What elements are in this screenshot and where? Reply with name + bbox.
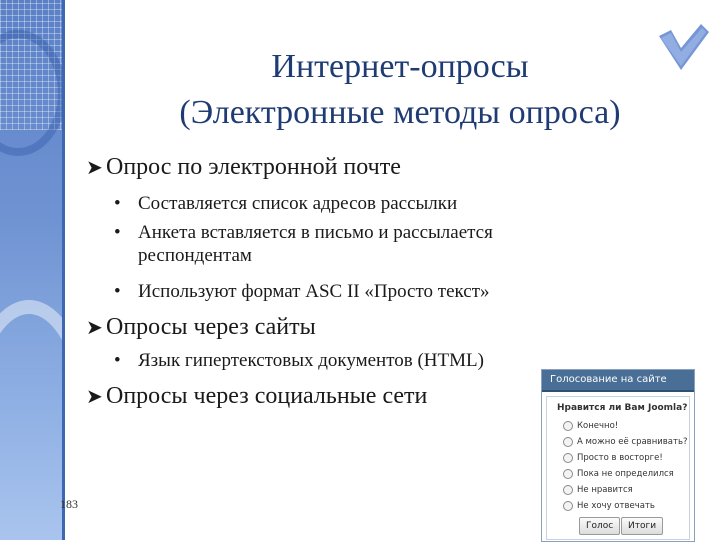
bullet-text: Опросы через сайты	[106, 314, 316, 340]
dot-bullet-icon: •	[114, 222, 121, 243]
poll-option[interactable]	[563, 451, 663, 465]
arrow-bullet-icon: ➤	[86, 317, 103, 339]
poll-option-label: Просто в восторге!	[577, 453, 663, 463]
slide-title	[100, 44, 700, 136]
results-button[interactable]: Итоги	[621, 517, 663, 535]
poll-option[interactable]	[563, 499, 655, 513]
radio-icon[interactable]	[563, 501, 573, 511]
arrow-bullet-icon: ➤	[86, 157, 103, 179]
bullet-website-survey	[86, 312, 316, 343]
dot-bullet-icon: •	[114, 281, 121, 302]
bullet-social-survey	[86, 381, 427, 412]
sub-bullet-address-list	[114, 192, 634, 215]
sub-bullet-questionnaire	[114, 221, 634, 267]
poll-option-label: Конечно!	[577, 421, 619, 431]
band-swirl-top	[0, 30, 62, 156]
arrow-bullet-icon: ➤	[86, 386, 103, 408]
poll-option-label: Не нравится	[577, 485, 633, 495]
sub-bullet-text: Составляется список адресов рассылки	[138, 193, 458, 214]
radio-icon[interactable]	[563, 421, 573, 431]
vote-button[interactable]: Голос	[579, 517, 620, 535]
poll-option-label: Не хочу отвечать	[577, 501, 655, 511]
page-number: 183	[60, 497, 78, 511]
poll-widget	[541, 369, 695, 542]
radio-icon[interactable]	[563, 453, 573, 463]
bullet-email-survey	[86, 152, 401, 183]
poll-option-label: А можно её сравнивать?	[577, 437, 688, 447]
title-line-2: (Электронные методы опроса)	[179, 94, 621, 131]
sub-bullet-ascii-format	[114, 280, 634, 303]
radio-icon[interactable]	[563, 469, 573, 479]
title-line-1: Интернет-опросы	[271, 48, 529, 85]
radio-icon[interactable]	[563, 485, 573, 495]
bullet-text: Опросы через социальные сети	[106, 383, 428, 409]
poll-header: Голосование на сайте	[542, 370, 694, 392]
radio-icon[interactable]	[563, 437, 573, 447]
poll-body	[546, 396, 690, 540]
poll-option[interactable]	[563, 467, 674, 481]
sub-bullet-text: Анкета вставляется в письмо и рассылается респондентам	[138, 222, 493, 266]
band-swirl-bottom	[0, 300, 62, 540]
bullet-text: Опрос по электронной почте	[106, 154, 401, 180]
poll-option[interactable]	[563, 435, 687, 449]
poll-option[interactable]	[563, 419, 618, 433]
left-decorative-band	[0, 0, 62, 540]
poll-option[interactable]	[563, 483, 633, 497]
dot-bullet-icon: •	[114, 350, 121, 371]
dot-bullet-icon: •	[114, 193, 121, 214]
sub-bullet-text: Язык гипертекстовых документов (HTML)	[138, 350, 484, 371]
band-edge-line	[62, 0, 65, 540]
poll-question: Нравится ли Вам Joomla?	[557, 403, 688, 413]
sub-bullet-text: Используют формат ASC II «Просто текст»	[138, 281, 490, 302]
poll-option-label: Пока не определился	[577, 469, 674, 479]
